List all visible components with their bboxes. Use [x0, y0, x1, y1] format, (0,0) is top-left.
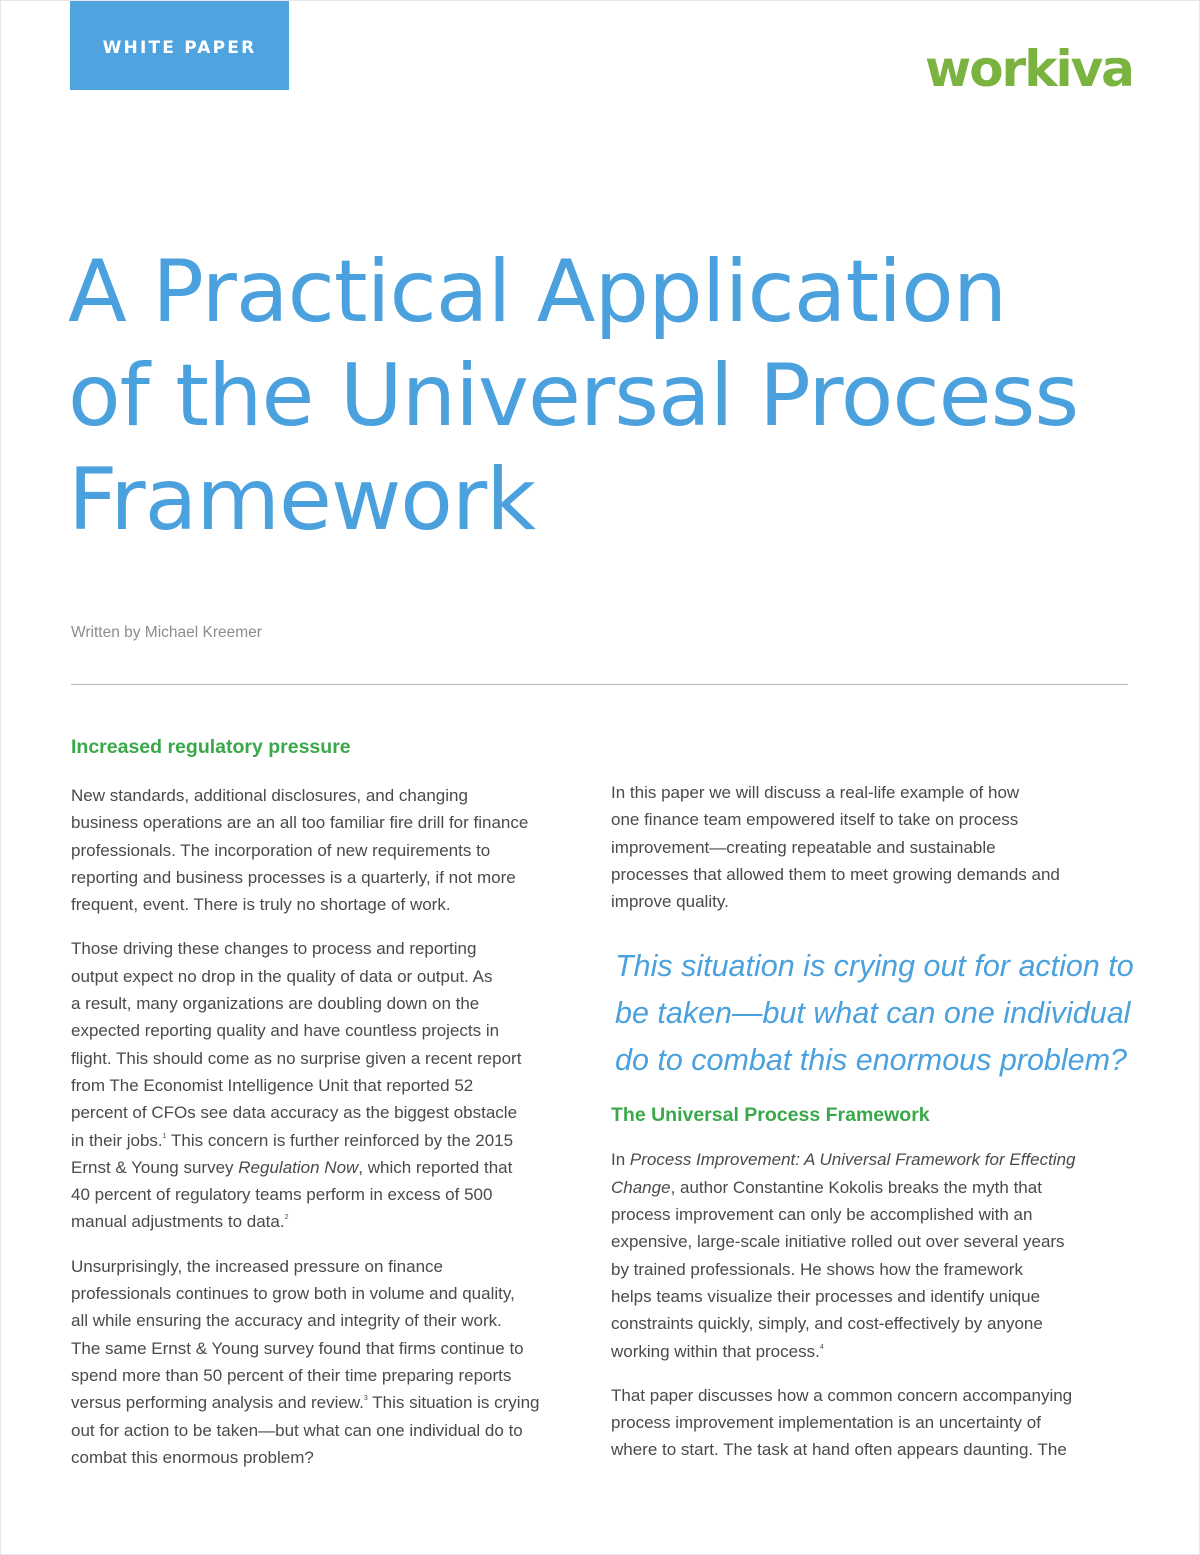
text-line: by trained professionals. He shows how the framework	[611, 1259, 1023, 1279]
text-line: helps teams visualize their processes and identify unique	[611, 1286, 1041, 1306]
author-byline: Written by Michael Kreemer	[71, 624, 262, 641]
pull-quote-line: This situation is crying out for action to	[615, 949, 1134, 984]
text-line: 40 percent of regulatory teams perform in excess of 500	[71, 1185, 493, 1205]
text-line: professionals. The incorporation of new requirements to	[71, 840, 491, 860]
footnote-2: 2	[284, 1214, 289, 1222]
text-fragment: , author Constantine Kokolis breaks the myth that	[670, 1177, 1042, 1197]
text-line: out for action to be taken—but what can one individual do to	[71, 1420, 523, 1440]
text-line: a result, many organizations are doubling down on the	[71, 994, 480, 1014]
footnote-3: 3	[363, 1395, 368, 1403]
pull-quote-line: be taken—but what can one individual	[615, 996, 1131, 1031]
text-line: frequent, event. There is truly no shortage of work.	[71, 895, 451, 915]
text-line	[611, 1146, 1131, 1173]
text-line: flight. This should come as no surprise given a recent report	[71, 1048, 522, 1068]
text-fragment: Ernst & Young survey	[71, 1157, 239, 1177]
text-line: Unsurprisingly, the increased pressure on finance	[71, 1256, 443, 1276]
document-title	[68, 240, 1138, 552]
text-line: That paper discusses how a common concern accompanying	[611, 1385, 1073, 1405]
text-line: where to start. The task at hand often appears daunting. The	[611, 1440, 1067, 1460]
text-line	[71, 1389, 591, 1416]
text-line: The same Ernst & Young survey found that firms continue to	[71, 1338, 524, 1358]
workiva-logo-svg	[925, 36, 1135, 98]
text-fragment: , which reported that	[358, 1157, 513, 1177]
text-line: spend more than 50 percent of their time preparing reports	[71, 1365, 512, 1385]
text-line	[71, 1208, 591, 1235]
text-line: one finance team empowered itself to take on process	[611, 810, 1019, 830]
text-line: expected reporting quality and have countless projects in	[71, 1021, 500, 1041]
text-fragment: in their jobs.	[71, 1130, 163, 1150]
paragraph-unsurprisingly	[71, 1253, 591, 1471]
text-line: In this paper we will discuss a real-life example of how	[611, 783, 1020, 802]
text-fragment: This situation is crying	[367, 1393, 540, 1413]
text-line: Those driving these changes to process and reporting	[71, 939, 477, 959]
left-column	[71, 732, 591, 1471]
footnote-1: 1	[162, 1132, 167, 1140]
text-line: combat this enormous problem?	[71, 1447, 314, 1467]
text-line: process improvement can only be accomplished with an	[611, 1205, 1033, 1225]
text-line: processes that allowed them to meet growing demands and	[611, 864, 1060, 884]
heading-regulatory-pressure: Increased regulatory pressure	[71, 736, 351, 758]
footnote-4: 4	[819, 1343, 824, 1351]
text-line: New standards, additional disclosures, and changing	[71, 786, 468, 805]
text-line: improve quality.	[611, 892, 729, 912]
text-line	[611, 1174, 1131, 1201]
text-line: percent of CFOs see data accuracy as the biggest obstacle	[71, 1103, 518, 1123]
text-line: business operations are an all too familiar fire drill for finance	[71, 813, 529, 833]
workiva-logo-text: workiva	[925, 40, 1133, 98]
text-fragment: versus performing analysis and review.	[71, 1393, 364, 1413]
right-column	[611, 779, 1134, 1464]
workiva-logo	[925, 36, 1135, 98]
text-fragment: In	[611, 1150, 630, 1170]
text-line: reporting and business processes is a quarterly, if not more	[71, 867, 516, 887]
paragraph-that-paper	[611, 1382, 1131, 1464]
text-line: process improvement implementation is an uncertainty of	[611, 1413, 1041, 1433]
text-fragment: manual adjustments to data.	[71, 1212, 285, 1232]
title-line-3: Framework	[68, 450, 536, 550]
text-fragment: working within that process.	[611, 1341, 820, 1361]
book-title: Process Improvement: A Universal Framework for Effecting	[629, 1150, 1076, 1170]
text-line: from The Economist Intelligence Unit that reported 52	[71, 1075, 474, 1095]
text-line: expensive, large-scale initiative rolled out over several years	[611, 1232, 1065, 1252]
title-line-2: of the Universal Process	[68, 346, 1079, 446]
white-paper-badge-label: WHITE PAPER	[102, 37, 257, 58]
text-line: constraints quickly, simply, and cost-effectively by anyone	[611, 1314, 1043, 1334]
text-line	[611, 1338, 1131, 1365]
text-line: output expect no drop in the quality of data or output. As	[71, 966, 493, 986]
heading-universal-process-framework: The Universal Process Framework	[611, 1104, 930, 1127]
paragraph-new-standards	[71, 782, 591, 918]
text-line: all while ensuring the accuracy and integrity of their work.	[71, 1311, 502, 1331]
paragraph-intro	[611, 779, 1131, 915]
text-line: improvement—creating repeatable and sustainable	[611, 837, 996, 857]
pull-quote	[615, 943, 1134, 1084]
text-line: professionals continues to grow both in volume and quality,	[71, 1284, 515, 1304]
paragraph-process-improvement	[611, 1146, 1131, 1364]
publication-title: Regulation Now	[238, 1157, 359, 1177]
book-title: Change	[611, 1177, 671, 1197]
title-line-1: A Practical Application	[68, 242, 1007, 342]
text-line	[71, 1127, 591, 1154]
white-paper-badge	[70, 1, 289, 90]
text-fragment: This concern is further reinforced by the 2015	[166, 1130, 514, 1150]
section-divider	[71, 684, 1128, 685]
text-line	[71, 1154, 591, 1181]
pull-quote-line: do to combat this enormous problem?	[615, 1043, 1127, 1078]
paragraph-those-driving	[71, 935, 591, 1235]
